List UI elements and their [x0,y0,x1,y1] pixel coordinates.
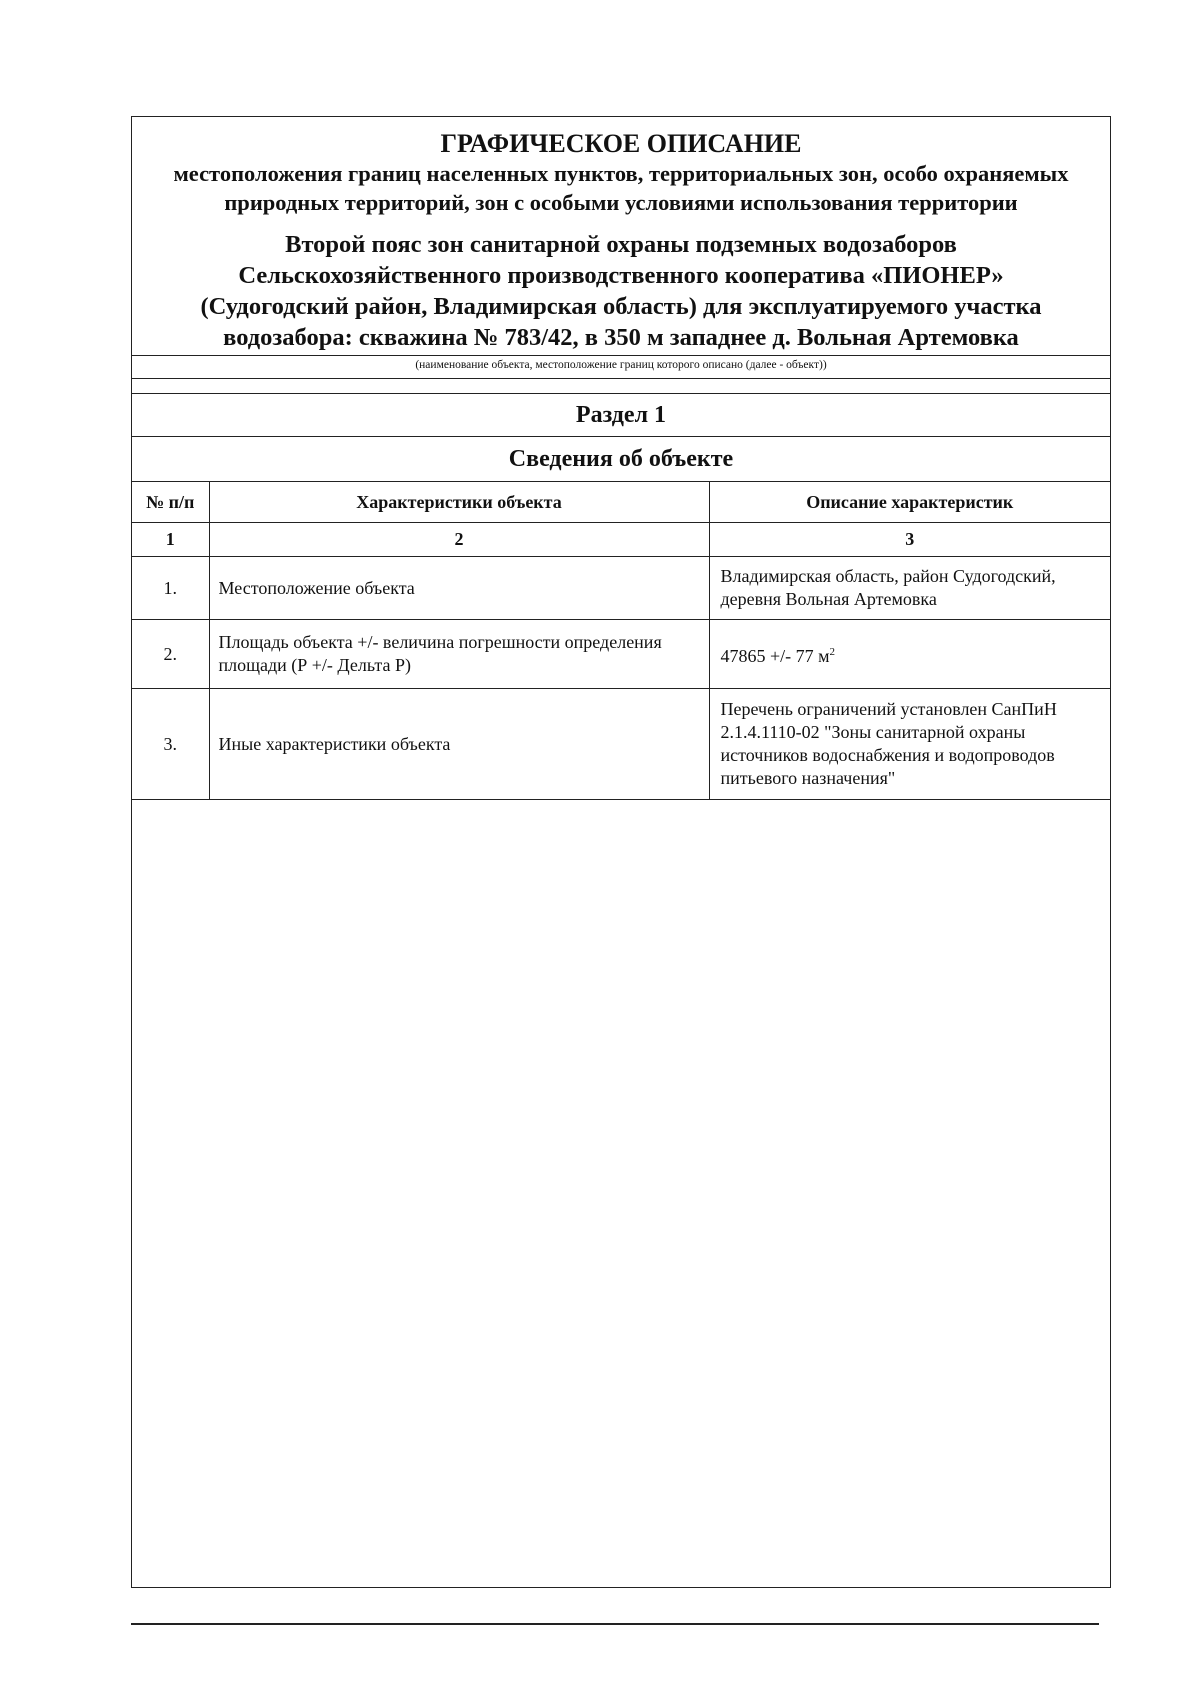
column-header-characteristic: Характеристики объекта [209,482,709,523]
row-characteristic: Местоположение объекта [209,557,709,620]
document-header [132,117,1110,355]
column-header-description: Описание характеристик [709,482,1110,523]
row-characteristic: Иные характеристики объекта [209,689,709,800]
area-unit-superscript: 2 [829,645,836,658]
row-description: Перечень ограничений установлен СанПиН 2.1.4.1110-02 "Зоны санитарной охраны источников водоснабжения и водопроводов питьевого назначения" [709,689,1110,800]
object-name-line: (Судогодский район, Владимирская область) для эксплуатируемого участка [200,293,1042,320]
document-frame [131,116,1111,1588]
table-header-row [132,482,1110,523]
table-row [132,557,1110,620]
object-name [142,229,1100,355]
table-row [132,620,1110,689]
row-number: 2. [132,620,209,689]
column-header-number: № п/п [132,482,209,523]
section-title: Раздел 1 [132,393,1110,436]
caption-spacer [132,378,1110,393]
column-number: 2 [209,523,709,557]
column-number: 1 [132,523,209,557]
row-number: 1. [132,557,209,620]
row-number: 3. [132,689,209,800]
table-row [132,689,1110,800]
object-info-table [132,481,1110,800]
row-description: Владимирская область, район Судогодский, деревня Вольная Артемовка [709,557,1110,620]
object-name-line: водозабора: скважина № 783/42, в 350 м западнее д. Вольная Артемовка [223,324,1019,351]
object-name-line: Сельскохозяйственного производственного кооператива «ПИОНЕР» [238,262,1004,289]
object-caption: (наименование объекта, местоположение границ которого описано (далее - объект)) [132,355,1110,378]
row-characteristic: Площадь объекта +/- величина погрешности определения площади (Р +/- Дельта Р) [209,620,709,689]
row-description: 47865 +/- 77 м [720,645,830,666]
object-name-line: Второй пояс зон санитарной охраны подземных водозаборов [285,231,957,258]
document-title: ГРАФИЧЕСКОЕ ОПИСАНИЕ [440,129,802,158]
section-subtitle: Сведения об объекте [132,436,1110,481]
column-number: 3 [709,523,1110,557]
column-number-row [132,523,1110,557]
footer-divider [131,1623,1099,1625]
document-subtitle: местоположения границ населенных пунктов, территориальных зон, особо охраняемых природных территорий, зон с особыми условиями использования территории [173,161,1069,215]
row-description-cell [709,620,1110,689]
